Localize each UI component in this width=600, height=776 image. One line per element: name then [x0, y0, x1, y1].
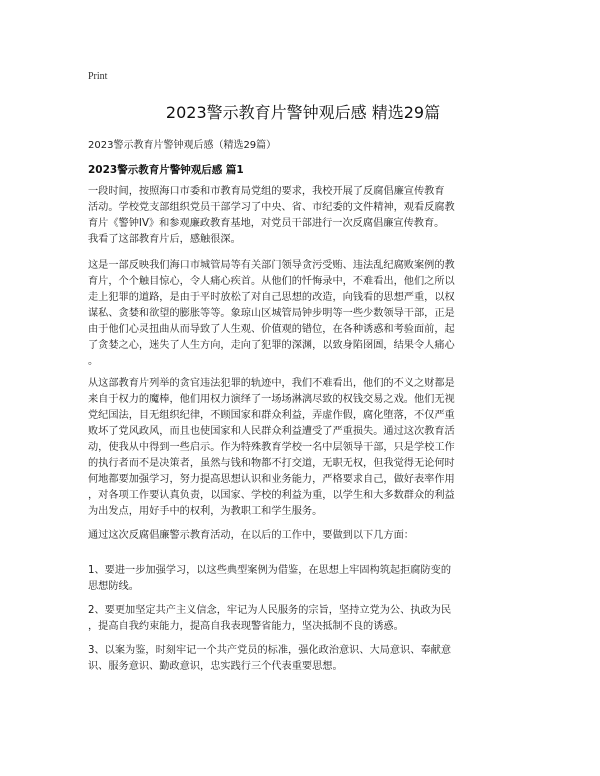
paragraph-line: 了贪婪之心，迷失了人生方向，走向了犯罪的深渊，以致身陷囹圄，结果令人痛心 — [88, 340, 455, 351]
paragraph-line: 党纪国法，目无组织纪律，不顾国家和群众利益，弄虚作假，腐化堕落，不仅严重 — [88, 410, 455, 421]
paragraph-4 — [88, 528, 518, 544]
paragraph-line: 1、要进一步加强学习，以这些典型案例为借鉴，在思想上牢固构筑起拒腐防变的 — [88, 565, 452, 576]
paragraph-line: ，对各项工作要认真负责，以国家、学校的利益为重，以学生和大多数群众的利益 — [88, 490, 455, 501]
paragraph-line: 3、以案为鉴，时刻牢记一个共产党员的标准，强化政治意识、大局意识、奉献意 — [88, 645, 452, 656]
paragraph-line: 2、要更加坚定共产主义信念，牢记为人民服务的宗旨，坚持立党为公、执政为民 — [88, 605, 452, 616]
paragraph-line: 我看了这部教育片后，感触很深。 — [88, 234, 241, 245]
paragraph-2 — [88, 258, 518, 370]
paragraph-line: 一段时间，按照海口市委和市教育局党组的要求，我校开展了反腐倡廉宣传教育 — [88, 186, 445, 197]
paragraph-line: 活动。学校党支部组织党员干部学习了中央、省、市纪委的文件精神，观看反腐教 — [88, 202, 455, 213]
paragraph-line: 的执行者而不是决策者，虽然与钱和物都不打交道，无职无权，但我觉得无论何时 — [88, 458, 455, 469]
paragraph-3 — [88, 376, 518, 520]
document-title: 2023警示教育片警钟观后感 精选29篇 — [165, 103, 441, 122]
paragraph-line: 何地都要加强学习，努力提高思想认识和业务能力，严格要求自己，做好表率作用 — [88, 474, 455, 485]
paragraph-1 — [88, 184, 518, 248]
paragraph-line: 动，使我从中得到一些启示。作为特殊教育学校一名中层领导干部，只是学校工作 — [88, 442, 455, 453]
paragraph-7 — [88, 643, 518, 675]
paragraph-line: 走上犯罪的道路，是由于平时放松了对自己思想的改造，向钱看的思想严重，以权 — [88, 292, 455, 303]
paragraph-line: 败坏了党风政风，而且也使国家和人民群众利益遭受了严重损失。通过这次教育活 — [88, 426, 455, 437]
paragraph-line: ，提高自我约束能力，提高自我表现警省能力，坚决抵制不良的诱惑。 — [88, 621, 404, 632]
paragraph-line: 来自于权力的魔棒，他们用权力演绎了一场场淋漓尽致的权钱交易之戏。他们无视 — [88, 394, 455, 405]
paragraph-line: 为出发点，用好手中的权利，为教职工和学生服务。 — [88, 506, 323, 517]
paragraph-line: 通过这次反腐倡廉警示教育活动，在以后的工作中，要做到以下几方面： — [88, 530, 414, 541]
section-heading: 2023警示教育片警钟观后感 篇1 — [88, 164, 244, 176]
paragraph-line: 识、服务意识、勤政意识，忠实践行三个代表重要思想。 — [88, 661, 343, 672]
paragraph-6 — [88, 603, 518, 635]
document-subtitle: 2023警示教育片警钟观后感（精选29篇） — [88, 140, 277, 151]
print-label: Print — [88, 71, 108, 82]
paragraph-line: 从这部教育片列举的贪官违法犯罪的轨迹中，我们不难看出，他们的不义之财都是 — [88, 378, 455, 389]
paragraph-line: 。 — [88, 356, 99, 367]
paragraph-line: 育片，个个触目惊心，令人痛心疾首。从他们的忏悔录中，不难看出，他们之所以 — [88, 276, 455, 287]
paragraph-line: 谋私、贪婪和欲望的膨胀等等。象琼山区城管局钟步明等一些少数领导干部，正是 — [88, 308, 455, 319]
paragraph-line: 思想防线。 — [88, 581, 139, 592]
paragraph-line: 育片《警钟IV》和参观廉政教育基地，对党员干部进行一次反腐倡廉宣传教育。 — [88, 218, 445, 229]
paragraph-line: 这是一部反映我们海口市城管局等有关部门领导贪污受贿、违法乱纪腐败案例的教 — [88, 260, 455, 271]
paragraph-line: 由于他们心灵扭曲从而导致了人生观、价值观的错位，在各种诱惑和考验面前，起 — [88, 324, 455, 335]
paragraph-5 — [88, 563, 518, 595]
